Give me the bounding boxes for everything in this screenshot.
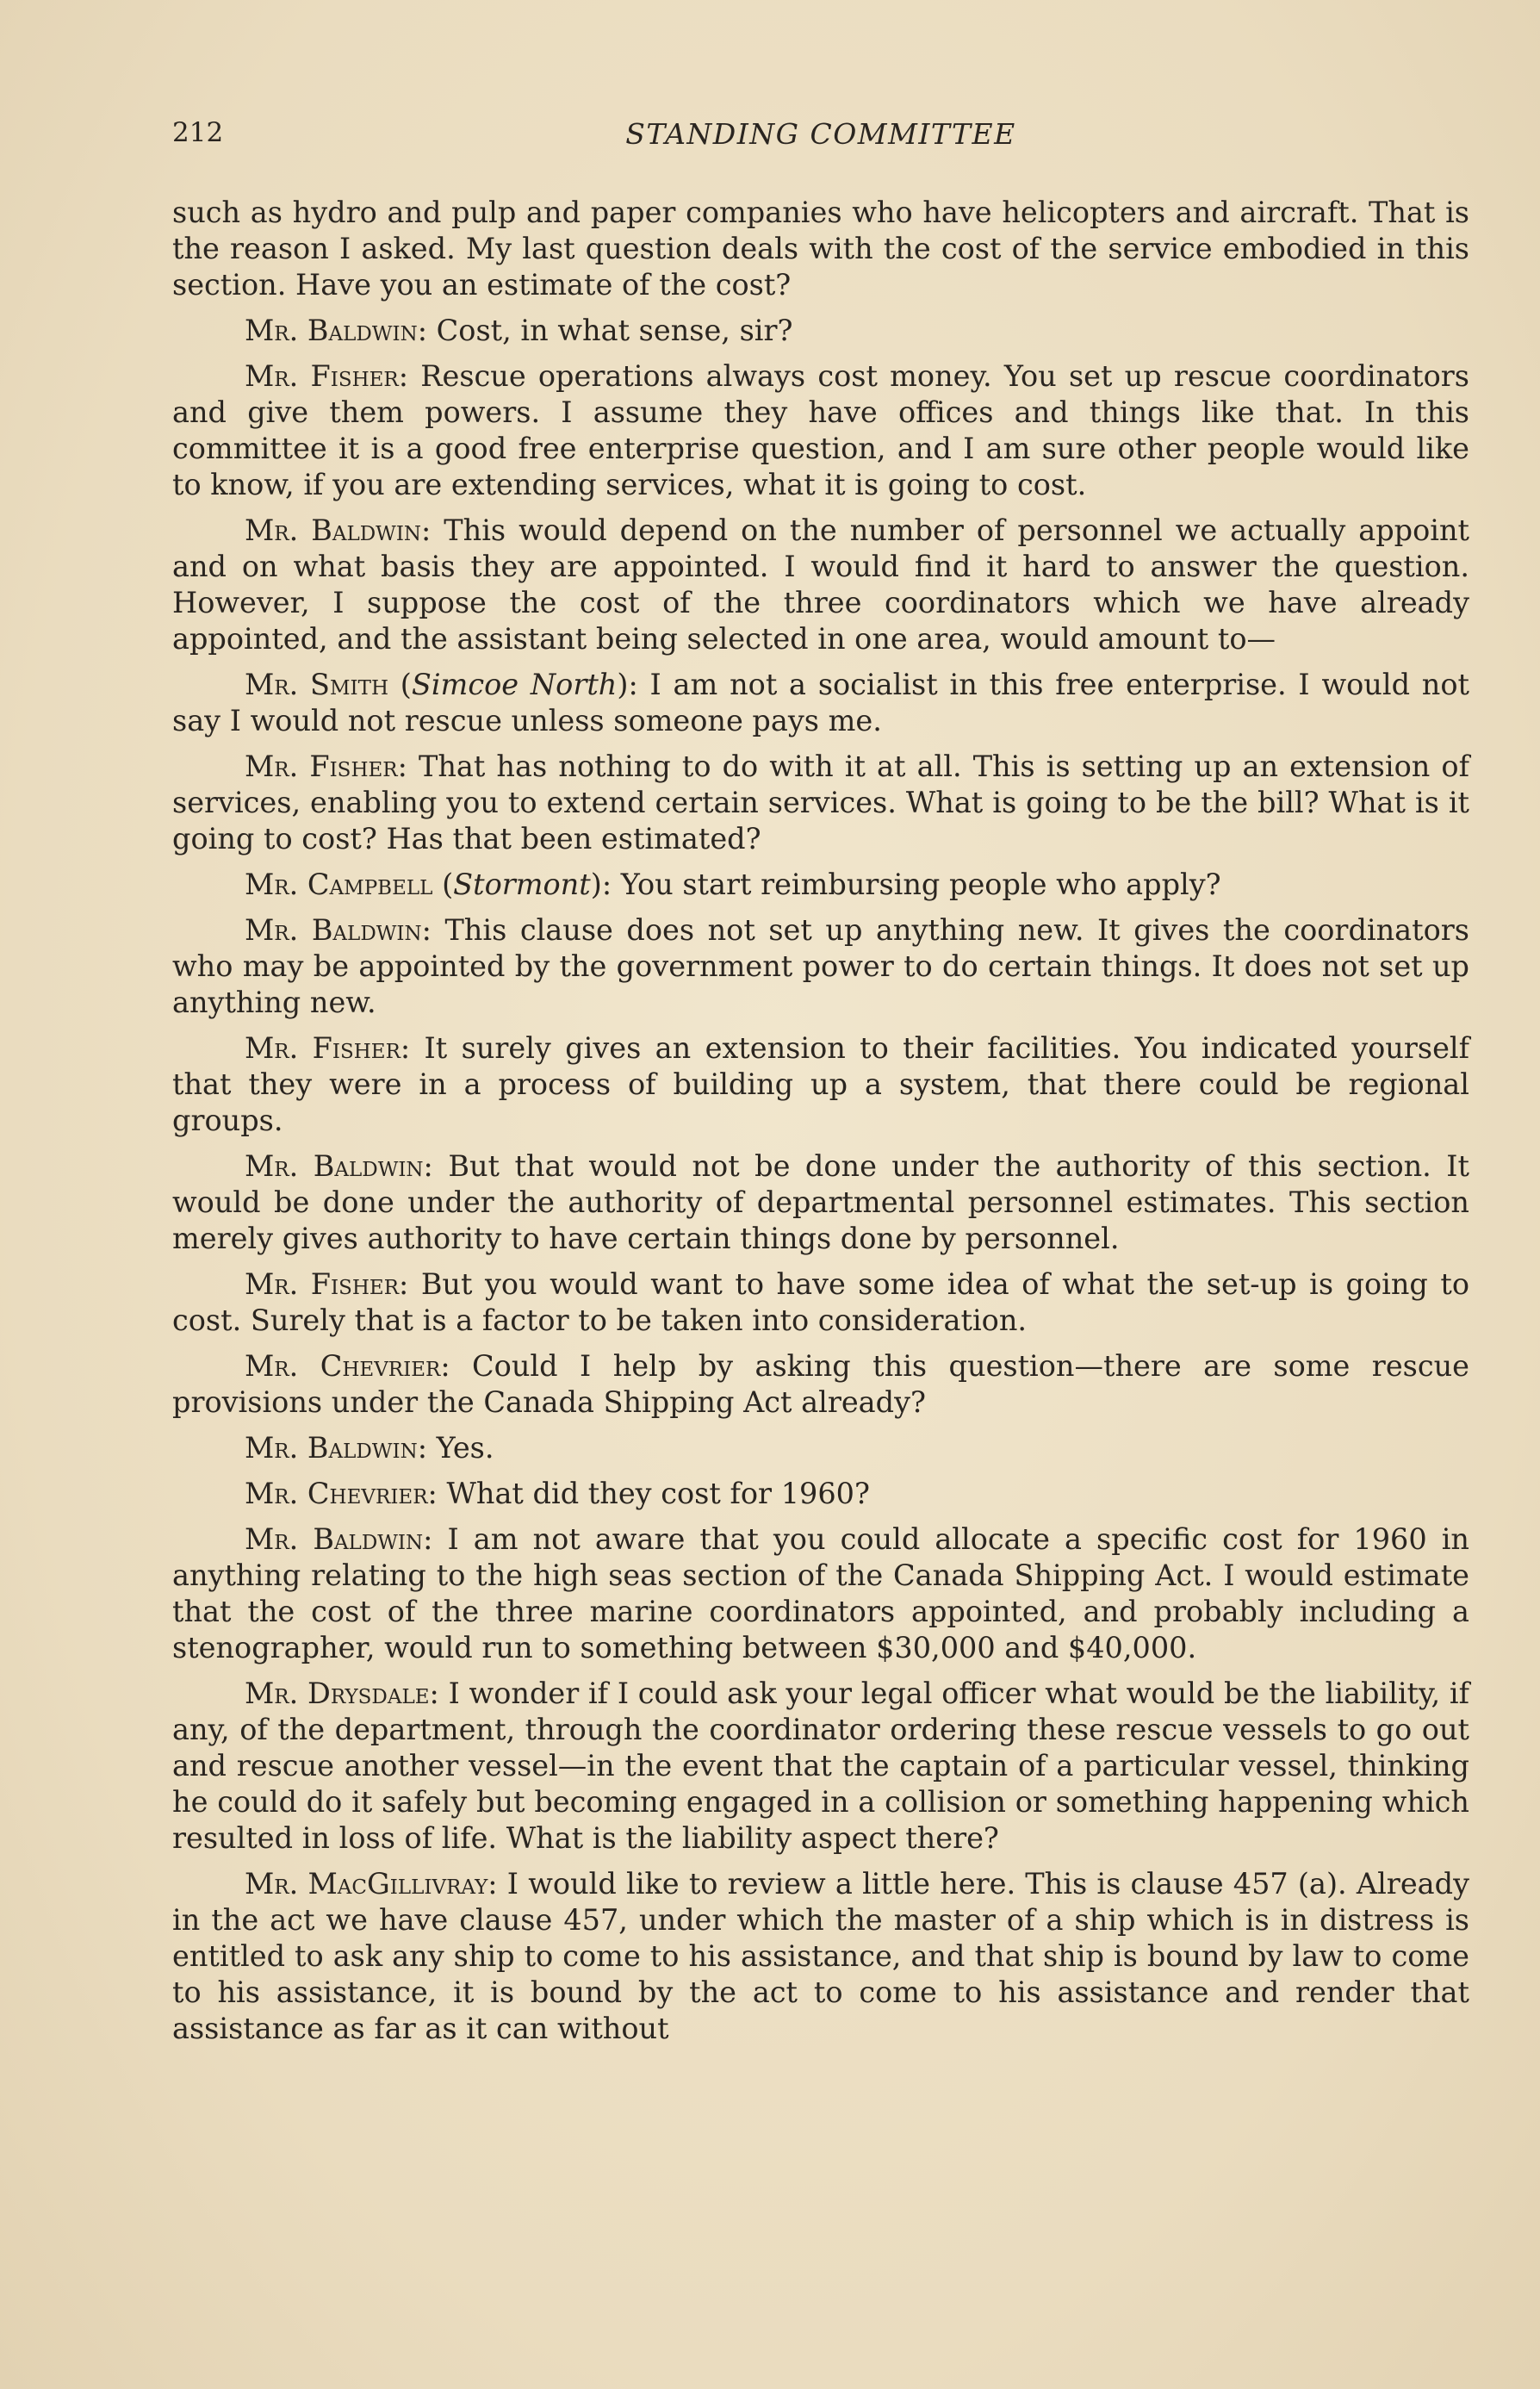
transcript-paragraph: Mr. Chevrier: Could I help by asking this question—there are some rescue provisions under the Canada Shipping Act already?: [172, 1349, 1469, 1419]
speaker-name: Mr. Chevrier: [245, 1349, 441, 1383]
speaker-name: Mr. Chevrier: [245, 1477, 428, 1510]
speaker-name: Mr. Fisher: [245, 1031, 401, 1065]
page-number: 212: [172, 117, 224, 148]
paragraph-text: such as hydro and pulp and paper companies who have helicopters and aircraft. That is the reason I asked. My last question deals with the cost of the service embodied in this section. Have you an estimate of the cost?: [172, 196, 1469, 302]
paragraph-text: This would depend on the number of personnel we actually appoint and on what basis they are appointed. I would find it hard to answer the question. However, I suppose the cost of the three coordinators which we have already appointed, and the assistant being selected in one area, would amount to—: [172, 513, 1469, 656]
paragraph-text: You start reimbursing people who apply?: [620, 868, 1221, 901]
transcript-paragraph: Mr. Fisher: But you would want to have some idea of what the set-up is going to cost. Surely that is a factor to be taken into consideration.: [172, 1267, 1470, 1337]
speaker-name: Mr. Fisher: [245, 1267, 400, 1301]
transcript-paragraph: Mr. Baldwin: But that would not be done under the authority of this section. It would be done under the authority of departmental personnel estimates. This section merely gives authority to have certain things done by personnel.: [172, 1149, 1470, 1255]
transcript-body: [172, 195, 1469, 2056]
transcript-paragraph: Mr. Smith (Simcoe North): I am not a socialist in this free enterprise. I would not say I would not rescue unless someone pays me.: [172, 668, 1470, 737]
transcript-paragraph: Mr. Baldwin: This clause does not set up anything new. It gives the coordinators who may be appointed by the government power to do certain things. It does not set up anything new.: [172, 913, 1469, 1019]
transcript-paragraph: Mr. Drysdale: I wonder if I could ask your legal officer what would be the liability, if any, of the department, through the coordinator ordering these rescue vessels to go out and rescue another vessel—in the event that the captain of a particular vessel, thinking he could do it safely but becoming engaged in a collision or something happening which resulted in loss of life. What is the liability aspect there?: [172, 1677, 1469, 1855]
paragraph-text: It surely gives an extension to their facilities. You indicated yourself that they were in a process of building up a system, that there could be regional groups.: [172, 1031, 1470, 1137]
speaker-name: Mr. MacGillivray: [245, 1867, 488, 1901]
paragraph-text: But that would not be done under the authority of this section. It would be done under the authority of departmental personnel estimates. This section merely gives authority to have certain things done by personnel.: [172, 1149, 1470, 1255]
transcript-paragraph: Mr. Baldwin: I am not aware that you could allocate a specific cost for 1960 in anything relating to the high seas section of the Canada Shipping Act. I would estimate that the cost of the three marine coordinators appointed, and probably including a stenographer, would run to something between $30,000 and $40,000.: [172, 1522, 1469, 1664]
speaker-name: Mr. Fisher: [245, 750, 398, 783]
paragraph-text: Could I help by asking this question—there are some rescue provisions under the Canada Shipping Act already?: [172, 1349, 1469, 1419]
speaker-name: Mr. Baldwin: [245, 913, 422, 947]
paragraph-text: I would like to review a little here. This is clause 457 (a). Already in the act we have clause 457, under which the master of a ship which is in distress is entitled to ask any ship to come to his assistance, and that ship is bound by law to come to his assistance, it is bound by the act to come to his assistance and render that assistance as far as it can without: [172, 1867, 1469, 2045]
speaker-riding: Simcoe North: [411, 668, 618, 701]
paragraph-text: What did they cost for 1960?: [446, 1477, 870, 1510]
transcript-paragraph: Mr. Baldwin: Yes.: [245, 1431, 494, 1465]
running-head: STANDING COMMITTEE: [625, 117, 1016, 151]
transcript-paragraph: Mr. Chevrier: What did they cost for 1960?: [245, 1477, 870, 1510]
paragraph-text: That has nothing to do with it at all. This is setting up an extension of services, enabling you to extend certain services. What is going to be the bill? What is it going to cost? Has that been estimated?: [172, 750, 1469, 855]
transcript-paragraph: Mr. Fisher: Rescue operations always cost money. You set up rescue coordinators and give them powers. I assume they have offices and things like that. In this committee it is a good free enterprise question, and I am sure other people would like to know, if you are extending services, what it is going to cost.: [172, 359, 1469, 501]
paragraph-text: Cost, in what sense, sir?: [436, 314, 793, 347]
speaker-name: Mr. Baldwin: [245, 513, 422, 547]
transcript-paragraph: Mr. MacGillivray: I would like to review a little here. This is clause 457 (a). Already in the act we have clause 457, under which the master of a ship which is in distress is entitled to ask any ship to come to his assistance, and that ship is bound by law to come to his assistance, it is bound by the act to come to his assistance and render that assistance as far as it can without: [172, 1867, 1469, 2045]
speaker-riding: Stormont: [453, 868, 591, 901]
speaker-name: Mr. Baldwin: [245, 314, 418, 347]
transcript-paragraph: Mr. Fisher: It surely gives an extension to their facilities. You indicated yourself that they were in a process of building up a system, that there could be regional groups.: [172, 1031, 1470, 1137]
speaker-name: Mr. Baldwin: [245, 1431, 418, 1465]
speaker-name: Mr. Baldwin: [245, 1149, 424, 1183]
paragraph-text: I am not a socialist in this free enterprise. I would not say I would not rescue unless someone pays me.: [172, 668, 1470, 737]
paragraph-text: Rescue operations always cost money. You set up rescue coordinators and give them powers. I assume they have offices and things like that. In this committee it is a good free enterprise question, and I am sure other people would like to know, if you are extending services, what it is going to cost.: [172, 359, 1469, 501]
paragraph-text: This clause does not set up anything new. It gives the coordinators who may be appointed by the government power to do certain things. It does not set up anything new.: [172, 913, 1469, 1019]
speaker-name: Mr. Drysdale: [245, 1677, 430, 1710]
transcript-paragraph: Mr. Campbell (Stormont): You start reimbursing people who apply?: [245, 868, 1221, 901]
paragraph-text: I am not aware that you could allocate a specific cost for 1960 in anything relating to the high seas section of the Canada Shipping Act. I would estimate that the cost of the three marine coordinators appointed, and probably including a stenographer, would run to something between $30,000 and $40,000.: [172, 1522, 1469, 1664]
speaker-name: Mr. Baldwin: [245, 1522, 424, 1556]
speaker-name: Mr. Smith: [245, 668, 389, 701]
paragraph-text: Yes.: [436, 1431, 494, 1465]
transcript-paragraph: Mr. Baldwin: Cost, in what sense, sir?: [245, 314, 793, 347]
paragraph-text: I wonder if I could ask your legal officer what would be the liability, if any, of the department, through the coordinator ordering these rescue vessels to go out and rescue another vessel—in the event that the captain of a particular vessel, thinking he could do it safely but becoming engaged in a collision or something happening which resulted in loss of life. What is the liability aspect there?: [172, 1677, 1469, 1855]
transcript-paragraph: [172, 195, 1469, 303]
transcript-paragraph: Mr. Fisher: That has nothing to do with it at all. This is setting up an extension of services, enabling you to extend certain services. What is going to be the bill? What is it going to cost? Has that been estimated?: [172, 750, 1469, 855]
speaker-name: Mr. Fisher: [245, 359, 399, 393]
speaker-name: Mr. Campbell: [245, 868, 433, 901]
page-header: [172, 117, 1469, 160]
paragraph-text: But you would want to have some idea of what the set-up is going to cost. Surely that is a factor to be taken into consideration.: [172, 1267, 1470, 1337]
transcript-paragraph: Mr. Baldwin: This would depend on the number of personnel we actually appoint and on what basis they are appointed. I would find it hard to answer the question. However, I suppose the cost of the three coordinators which we have already appointed, and the assistant being selected in one area, would amount to—: [172, 513, 1469, 656]
